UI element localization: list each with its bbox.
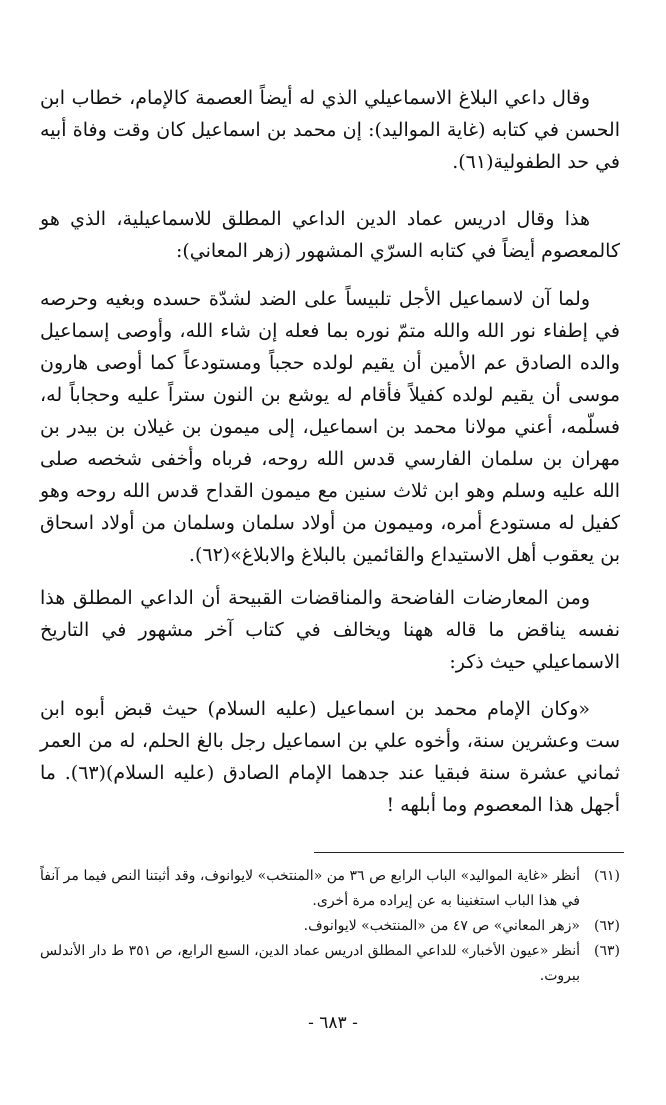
footnote-number: (٦٢) (594, 918, 620, 934)
footnotes (40, 864, 620, 989)
paragraph-3-quotation: ولما آن لاسماعيل الأجل تلبيساً على الضد لشدّة حسده وبغيه وحرصه في إطفاء نور الله والله متمّ نوره بما فعله إن شاء الله، وأوصى إسماعيل والده الصادق عم الأمين أن يقيم لولده حجباً ومستودعاً كما أوصى هارون موسى أن يقيم لولده كفيلاً فأقام له يوشع بن النون ستراً عليه وحجاباً له، فسلّمه، أعني مولانا محمد بن اسماعيل، إلى ميمون بن غيلان بن بيدر بن مهران بن سلمان الفارسي قدس الله روحه، فرباه وأخفى شخصه صلى الله عليه وسلم وهو ابن ثلاث سنين مع ميمون القداح قدس الله روحه وهو كفيل له مستودع أمره، وميمون من أولاد سلمان وسلمان من أولاد اسحاق بن يعقوب أهل الاستيداع والقائمين بالبلاغ والابلاغ»(٦٢). (40, 288, 620, 566)
footnote-text: «زهر المعاني» ص ٤٧ من «المنتخب» لايوانوف. (303, 918, 580, 934)
footnote-number: (٦٣) (594, 943, 620, 959)
footnote-text: أنظر «عيون الأخبار» للداعي المطلق ادريس عماد الدين، السبع الرابع، ص ٣٥١ ط دار الأندلس ببروت. (40, 943, 580, 984)
paragraph-2: هذا وقال ادريس عماد الدين الداعي المطلق للاسماعيلية، الذي هو كالمعصوم أيضاً في كتابه السرّي المشهور (زهر المعاني): (40, 208, 620, 262)
paragraph-4: ومن المعارضات الفاضحة والمناقضات القبيحة أن الداعي المطلق هذا نفسه يناقض ما قاله ههنا ويخالف في كتاب آخر مشهور في التاريخ الاسماعيلي حيث ذكر: (40, 587, 620, 673)
footnote-text: أنظر «غاية المواليد» الباب الرابع ص ٣٦ من «المنتخب» لايوانوف، وقد أثبتنا النص فيما مر آنفاً في هذا الباب استغنينا به عن إيراده مرة أخرى. (40, 868, 580, 909)
footnote-61 (40, 864, 620, 914)
footnote-separator (314, 852, 624, 853)
footnote-62 (40, 914, 620, 939)
paragraph-1: وقال داعي البلاغ الاسماعيلي الذي له أيضاً العصمة كالإمام، خطاب ابن الحسن في كتابه (غاية المواليد): إن محمد بن اسماعيل كان وقت وفاة أبيه في حد الطفولية(٦١). (40, 87, 620, 173)
footnote-number: (٦١) (594, 868, 620, 884)
paragraph-5-quotation: «وكان الإمام محمد بن اسماعيل (عليه السلام) حيث قبض أبوه ابن ست وعشرين سنة، وأخوه علي بن اسماعيل رجل بالغ الحلم، له من العمر ثماني عشرة سنة فبقيا عند جدهما الإمام الصادق (عليه السلام)(٦٣). ما أجهل هذا المعصوم وما أبلهه ! (40, 698, 620, 816)
footnote-63 (40, 939, 620, 989)
page-number: - ٦٨٣ - (308, 1013, 358, 1033)
